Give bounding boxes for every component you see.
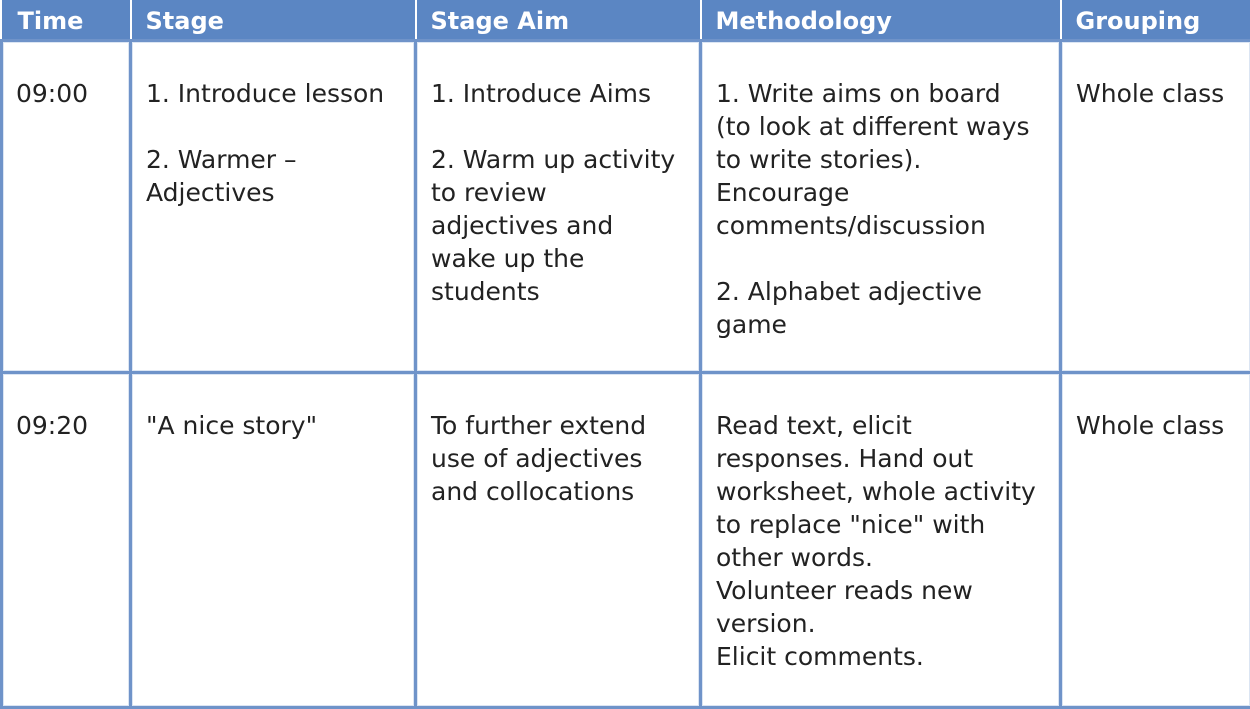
table-row [2,372,1250,707]
time-value: 09:20 [16,409,117,442]
methodology-line: game [716,308,1047,341]
methodology-line: 2. Alphabet adjective [716,275,1047,308]
methodology-line: Read text, elicit [716,409,1047,442]
time-cell [2,372,131,707]
paragraph-gap [146,110,402,143]
paragraph-gap [431,110,687,143]
stage-line: Adjectives [146,176,402,209]
stage-aim-line: to review [431,176,687,209]
methodology-line: comments/discussion [716,209,1047,242]
stage-line: "A nice story" [146,409,402,442]
grouping-cell [1061,40,1250,372]
methodology-line: version. [716,607,1047,640]
methodology-line: other words. [716,541,1047,574]
time-value: 09:00 [16,77,117,110]
header-row [2,0,1250,40]
table-row [2,40,1250,372]
stage-aim-cell [416,40,701,372]
grouping-value: Whole class [1076,409,1238,442]
stage-cell [131,40,416,372]
stage-line: 2. Warmer – [146,143,402,176]
stage-aim-line: 2. Warm up activity [431,143,687,176]
header-stage: Stage [131,0,416,40]
stage-aim-line: use of adjectives [431,442,687,475]
methodology-line: to write stories). [716,143,1047,176]
paragraph-gap [716,242,1047,275]
methodology-cell [701,372,1061,707]
methodology-line: 1. Write aims on board [716,77,1047,110]
stage-aim-line: To further extend [431,409,687,442]
methodology-line: responses. Hand out [716,442,1047,475]
methodology-line: Elicit comments. [716,640,1047,673]
grouping-value: Whole class [1076,77,1238,110]
grouping-cell [1061,372,1250,707]
methodology-cell [701,40,1061,372]
stage-aim-line: wake up the [431,242,687,275]
methodology-line: Volunteer reads new [716,574,1047,607]
methodology-line: Encourage [716,176,1047,209]
stage-aim-line: and collocations [431,475,687,508]
methodology-line: (to look at different ways [716,110,1047,143]
time-cell [2,40,131,372]
header-time: Time [2,0,131,40]
stage-line: 1. Introduce lesson [146,77,402,110]
header-stage-aim: Stage Aim [416,0,701,40]
header-grouping: Grouping [1061,0,1250,40]
methodology-line: to replace "nice" with [716,508,1047,541]
stage-aim-line: 1. Introduce Aims [431,77,687,110]
header-methodology: Methodology [701,0,1061,40]
stage-aim-cell [416,372,701,707]
stage-aim-line: students [431,275,687,308]
methodology-line: worksheet, whole activity [716,475,1047,508]
stage-cell [131,372,416,707]
stage-aim-line: adjectives and [431,209,687,242]
